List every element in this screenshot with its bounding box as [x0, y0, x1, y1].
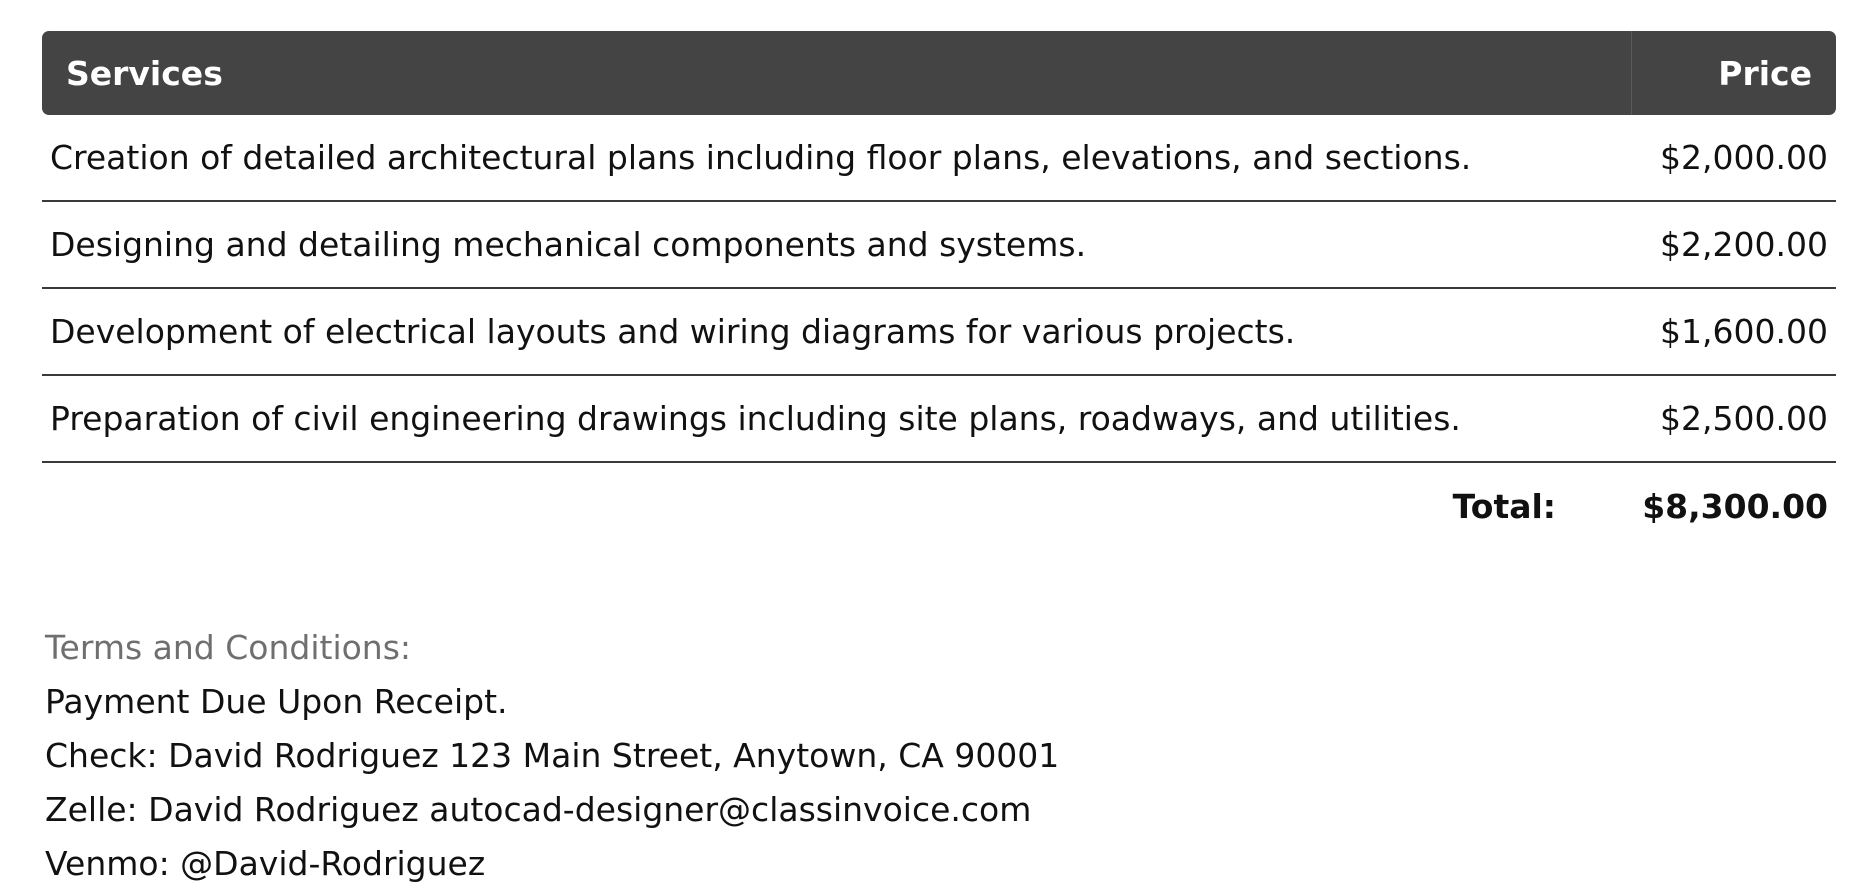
service-price: $1,600.00 — [1632, 289, 1836, 376]
payment-due-line: Payment Due Upon Receipt. — [45, 682, 508, 721]
terms-title: Terms and Conditions: — [45, 628, 412, 667]
service-description: Development of electrical layouts and wiring diagrams for various projects. — [42, 289, 1632, 376]
table-row — [42, 289, 1836, 376]
total-label: Total: — [1452, 486, 1556, 526]
table-header — [42, 31, 1836, 115]
service-description: Preparation of civil engineering drawings including site plans, roadways, and utilities. — [42, 376, 1632, 463]
services-column-header: Services — [42, 31, 1632, 115]
check-payment-line: Check: David Rodriguez 123 Main Street, Anytown, CA 90001 — [45, 736, 1060, 775]
service-price: $2,000.00 — [1632, 115, 1836, 202]
table-row — [42, 202, 1836, 289]
terms-section — [42, 621, 1836, 891]
service-price: $2,200.00 — [1632, 202, 1836, 289]
table-row — [42, 115, 1836, 202]
total-row — [42, 463, 1836, 549]
venmo-payment-line: Venmo: @David-Rodriguez — [45, 844, 486, 883]
invoice-section — [42, 31, 1836, 891]
table-row — [42, 376, 1836, 463]
total-value: $8,300.00 — [1642, 486, 1828, 526]
service-price: $2,500.00 — [1632, 376, 1836, 463]
table-body — [42, 115, 1836, 549]
zelle-payment-line: Zelle: David Rodriguez autocad-designer@classinvoice.com — [45, 790, 1032, 829]
price-column-header: Price — [1632, 31, 1836, 115]
service-description: Designing and detailing mechanical components and systems. — [42, 202, 1632, 289]
table-header-row — [42, 31, 1836, 115]
service-description: Creation of detailed architectural plans including floor plans, elevations, and sections. — [42, 115, 1632, 202]
services-table — [42, 31, 1836, 549]
